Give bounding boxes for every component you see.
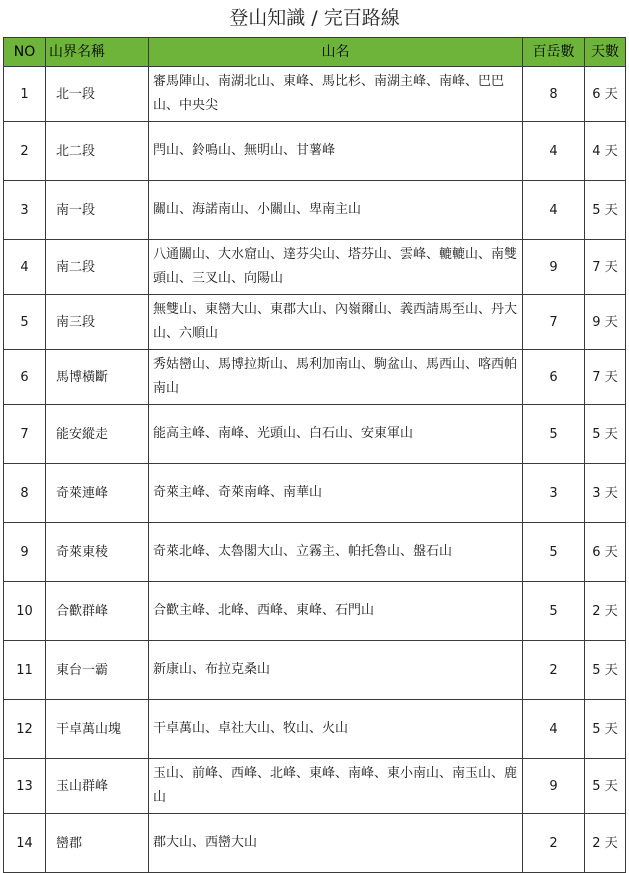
cell-peaks: 玉山、前峰、西峰、北峰、東峰、南峰、東小南山、南玉山、鹿山	[149, 759, 523, 814]
cell-days: 3 天	[585, 464, 626, 523]
cell-peaks: 奇萊北峰、太魯閣大山、立霧主、帕托魯山、盤石山	[149, 523, 523, 582]
cell-days: 2 天	[585, 814, 626, 873]
cell-days: 6 天	[585, 523, 626, 582]
cell-section: 巒郡	[46, 814, 149, 873]
table-row	[4, 350, 626, 405]
page-title: 登山知識 / 完百路線	[229, 7, 400, 29]
cell-count: 5	[523, 523, 585, 582]
cell-peaks: 秀姑巒山、馬博拉斯山、馬利加南山、駒盆山、馬西山、喀西帕南山	[149, 350, 523, 405]
cell-no: 12	[4, 700, 46, 759]
table-row	[4, 464, 626, 523]
table-row	[4, 641, 626, 700]
cell-count: 4	[523, 700, 585, 759]
cell-peaks: 奇萊主峰、奇萊南峰、南華山	[149, 464, 523, 523]
table-row	[4, 240, 626, 295]
cell-days: 4 天	[585, 122, 626, 181]
cell-count: 4	[523, 181, 585, 240]
cell-section: 干卓萬山塊	[46, 700, 149, 759]
cell-days: 6 天	[585, 67, 626, 122]
header-no: NO	[4, 38, 46, 67]
cell-peaks: 八通關山、大水窟山、達芬尖山、塔芬山、雲峰、轆轆山、南雙頭山、三叉山、向陽山	[149, 240, 523, 295]
table-row	[4, 295, 626, 350]
cell-days: 7 天	[585, 240, 626, 295]
cell-peaks: 審馬陣山、南湖北山、東峰、馬比杉、南湖主峰、南峰、巴巴山、中央尖	[149, 67, 523, 122]
cell-count: 9	[523, 240, 585, 295]
cell-no: 10	[4, 582, 46, 641]
cell-days: 5 天	[585, 405, 626, 464]
cell-count: 6	[523, 350, 585, 405]
cell-peaks: 新康山、布拉克桑山	[149, 641, 523, 700]
cell-section: 合歡群峰	[46, 582, 149, 641]
table-row	[4, 700, 626, 759]
cell-count: 9	[523, 759, 585, 814]
cell-peaks: 郡大山、西巒大山	[149, 814, 523, 873]
cell-days: 2 天	[585, 582, 626, 641]
cell-days: 7 天	[585, 350, 626, 405]
cell-count: 8	[523, 67, 585, 122]
cell-no: 14	[4, 814, 46, 873]
cell-no: 9	[4, 523, 46, 582]
table-row	[4, 523, 626, 582]
routes-table	[3, 37, 626, 873]
table-row	[4, 67, 626, 122]
cell-section: 南三段	[46, 295, 149, 350]
cell-no: 2	[4, 122, 46, 181]
cell-peaks: 閂山、鈴鳴山、無明山、甘薯峰	[149, 122, 523, 181]
cell-section: 玉山群峰	[46, 759, 149, 814]
cell-count: 2	[523, 641, 585, 700]
cell-peaks: 無雙山、東巒大山、東郡大山、內嶺爾山、義西請馬至山、丹大山、六順山	[149, 295, 523, 350]
cell-section: 東台一霸	[46, 641, 149, 700]
header-count: 百岳數	[523, 38, 585, 67]
header-section: 山界名稱	[46, 38, 149, 67]
cell-no: 7	[4, 405, 46, 464]
cell-no: 4	[4, 240, 46, 295]
table-row	[4, 122, 626, 181]
cell-peaks: 能高主峰、南峰、光頭山、白石山、安東軍山	[149, 405, 523, 464]
cell-count: 4	[523, 122, 585, 181]
cell-count: 5	[523, 582, 585, 641]
cell-section: 奇萊連峰	[46, 464, 149, 523]
cell-section: 南一段	[46, 181, 149, 240]
table-row	[4, 181, 626, 240]
table-row	[4, 405, 626, 464]
cell-section: 北一段	[46, 67, 149, 122]
cell-count: 2	[523, 814, 585, 873]
cell-section: 能安縱走	[46, 405, 149, 464]
cell-days: 5 天	[585, 641, 626, 700]
cell-days: 5 天	[585, 700, 626, 759]
table-row	[4, 582, 626, 641]
cell-count: 7	[523, 295, 585, 350]
header-row	[4, 38, 626, 67]
cell-section: 馬博橫斷	[46, 350, 149, 405]
cell-no: 6	[4, 350, 46, 405]
cell-count: 3	[523, 464, 585, 523]
cell-peaks: 關山、海諾南山、小關山、卑南主山	[149, 181, 523, 240]
cell-section: 北二段	[46, 122, 149, 181]
cell-days: 5 天	[585, 759, 626, 814]
cell-no: 8	[4, 464, 46, 523]
cell-no: 1	[4, 67, 46, 122]
cell-no: 3	[4, 181, 46, 240]
cell-no: 13	[4, 759, 46, 814]
header-days: 天數	[585, 38, 626, 67]
cell-no: 5	[4, 295, 46, 350]
cell-peaks: 合歡主峰、北峰、西峰、東峰、石門山	[149, 582, 523, 641]
table-row	[4, 759, 626, 814]
cell-no: 11	[4, 641, 46, 700]
cell-days: 9 天	[585, 295, 626, 350]
cell-peaks: 干卓萬山、卓社大山、牧山、火山	[149, 700, 523, 759]
header-peaks: 山名	[149, 38, 523, 67]
cell-count: 5	[523, 405, 585, 464]
table-row	[4, 814, 626, 873]
cell-section: 奇萊東稜	[46, 523, 149, 582]
cell-section: 南二段	[46, 240, 149, 295]
cell-days: 5 天	[585, 181, 626, 240]
